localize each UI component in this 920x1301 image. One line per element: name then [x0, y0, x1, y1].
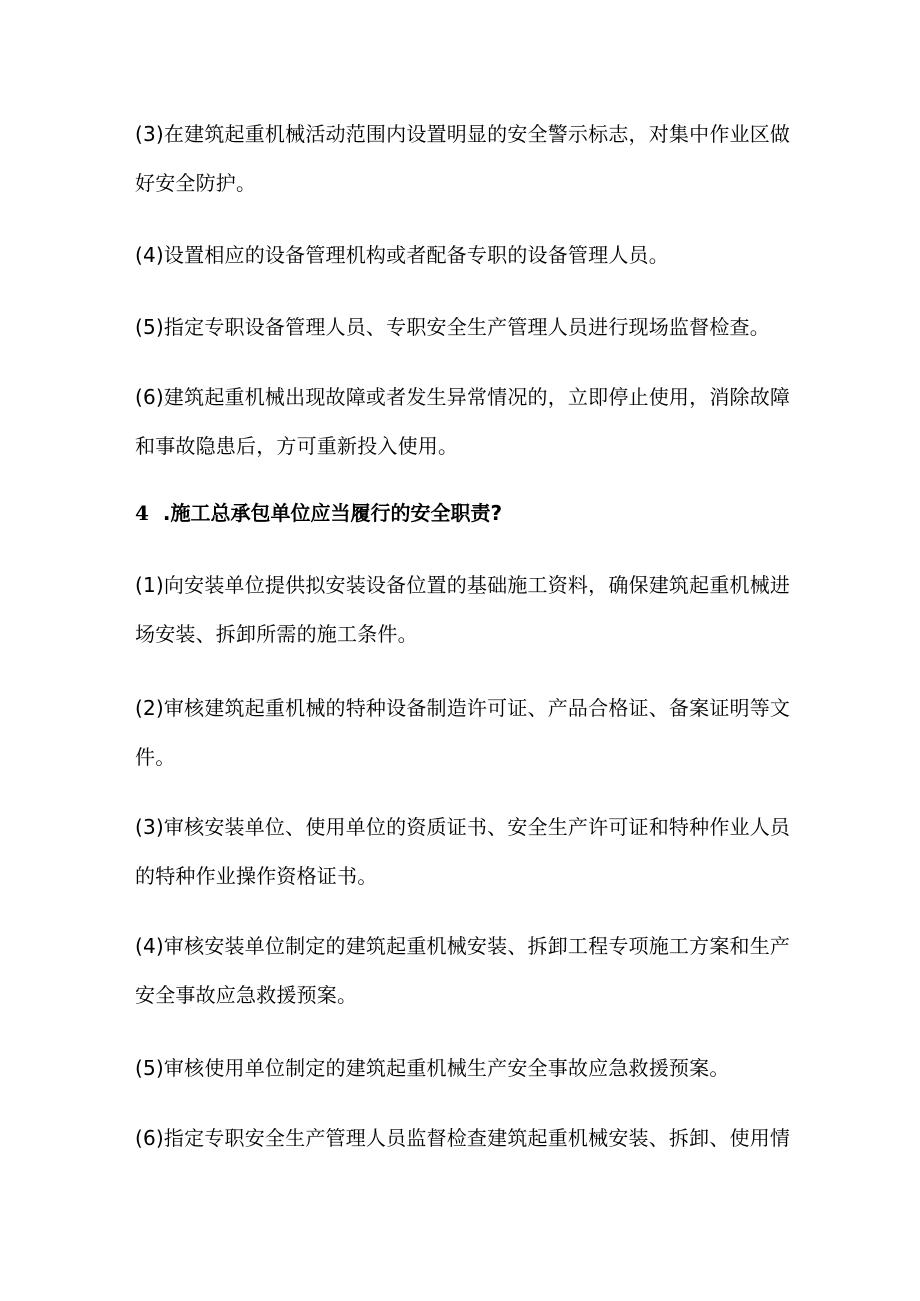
paragraph-item-6: (6)建筑起重机械出现故障或者发生异常情况的，立即停止使用，消除故障和事故隐患后，方可重新投入使用。: [135, 385, 791, 458]
paragraph-duty-4: (4)审核安装单位制定的建筑起重机械安装、拆卸工程专项施工方案和生产安全事故应急救援预案。: [135, 934, 791, 1007]
paragraph-item-5: (5)指定专职设备管理人员、专职安全生产管理人员进行现场监督检查。: [135, 315, 770, 339]
paragraph-duty-3: (3)审核安装单位、使用单位的资质证书、安全生产许可证和特种作业人员的特种作业操作资格证书。: [135, 815, 791, 888]
paragraph-item-4: (4)设置相应的设备管理机构或者配备专职的设备管理人员。: [135, 243, 669, 267]
paragraph-duty-5: (5)审核使用单位制定的建筑起重机械生产安全事故应急救援预案。: [135, 1056, 730, 1080]
paragraph-item-3: (3)在建筑起重机械活动范围内设置明显的安全警示标志，对集中作业区做好安全防护。: [135, 122, 791, 195]
paragraph-duty-2: (2)审核建筑起重机械的特种设备制造许可证、产品合格证、备案证明等文件。: [135, 696, 791, 769]
paragraph-duty-1: (1)向安装单位提供拟安装设备位置的基础施工资料，确保建筑起重机械进场安装、拆卸所需的施工条件。: [135, 573, 791, 646]
paragraph-duty-6: (6)指定专职安全生产管理人员监督检查建筑起重机械安装、拆卸、使用情: [135, 1126, 791, 1150]
section-title: .施工总承包单位应当履行的安全职责?: [162, 501, 503, 525]
section-heading: [135, 489, 795, 538]
section-number: 4: [135, 501, 149, 525]
